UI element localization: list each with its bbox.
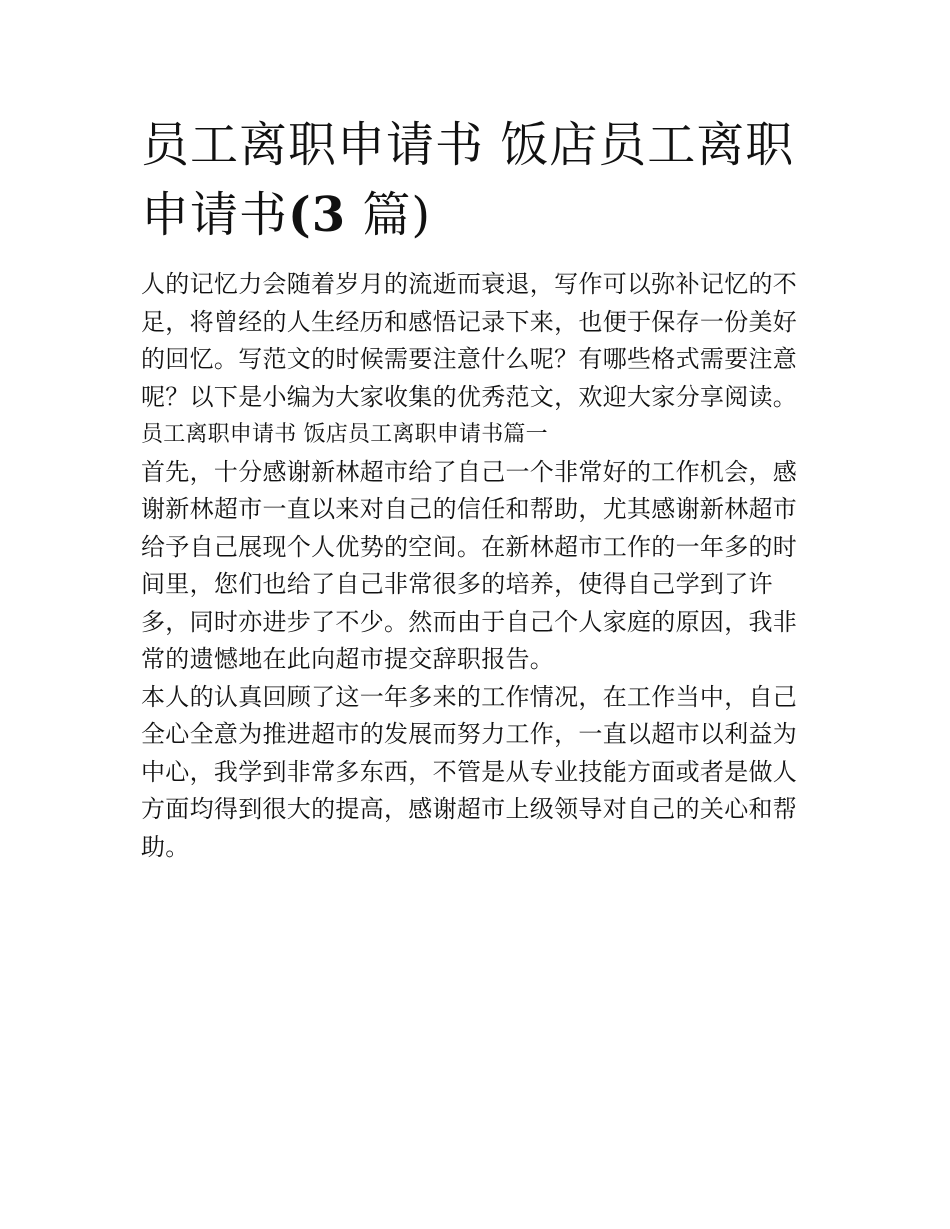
text-line: 呢？以下是小编为大家收集的优秀范文，欢迎大家分享阅读。 bbox=[141, 382, 798, 411]
text-line: 多，同时亦进步了不少。然而由于自己个人家庭的原因，我非 bbox=[141, 607, 798, 636]
text-line: 给予自己展现个人优势的空间。在新林超市工作的一年多的时 bbox=[141, 532, 798, 561]
title-count-close: 篇) bbox=[346, 187, 432, 243]
body-paragraph-2 bbox=[141, 679, 813, 867]
document-title bbox=[141, 110, 813, 250]
text-line: 首先，十分感谢新林超市给了自己一个非常好的工作机会，感 bbox=[141, 457, 798, 486]
text-line: 足，将曾经的人生经历和感悟记录下来，也便于保存一份美好 bbox=[141, 307, 798, 336]
text-line: 中心，我学到非常多东西，不管是从专业技能方面或者是做人 bbox=[141, 757, 798, 786]
title-line bbox=[141, 180, 813, 250]
text-line: 全心全意为推进超市的发展而努力工作，一直以超市以利益为 bbox=[141, 720, 798, 748]
document-page bbox=[141, 110, 813, 866]
text-line: 本人的认真回顾了这一年多来的工作情况，在工作当中，自己 bbox=[141, 682, 798, 711]
text-line: 方面均得到很大的提高，感谢超市上级领导对自己的关心和帮 bbox=[141, 795, 798, 823]
text-line: 常的遗憾地在此向超市提交辞职报告。 bbox=[141, 645, 555, 673]
text-line: 谢新林超市一直以来对自己的信任和帮助，尤其感谢新林超市 bbox=[141, 495, 798, 523]
title-line-text: 申请书 bbox=[141, 187, 289, 243]
text-line: 助。 bbox=[141, 832, 190, 861]
text-line: 间里，您们也给了自己非常很多的培养，使得自己学到了许 bbox=[141, 570, 773, 598]
body-paragraph-1 bbox=[141, 454, 813, 679]
intro-paragraph bbox=[141, 266, 813, 416]
title-line: 员工离职申请书 饭店员工离职 bbox=[141, 117, 795, 173]
title-count: 3 bbox=[311, 187, 347, 243]
text-line: 的回忆。写范文的时候需要注意什么呢？有哪些格式需要注意 bbox=[141, 345, 798, 373]
text-line: 人的记忆力会随着岁月的流逝而衰退，写作可以弥补记忆的不 bbox=[141, 270, 798, 298]
section-heading: 员工离职申请书 饭店员工离职申请书篇一 bbox=[141, 422, 548, 447]
title-count-open: ( bbox=[288, 187, 312, 243]
